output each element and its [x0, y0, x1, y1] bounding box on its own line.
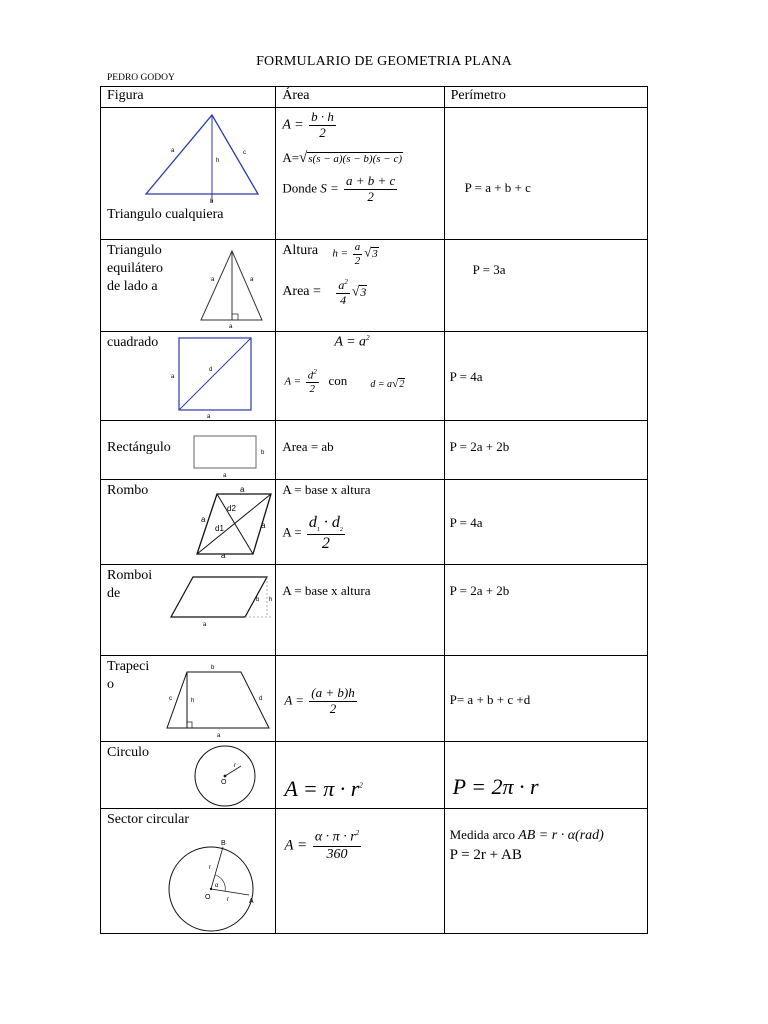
circular-sector-diagram — [161, 839, 257, 933]
diagram-label-c: c — [169, 696, 172, 702]
diagram-label-r-upper: r — [209, 865, 211, 871]
perimeter-formula: P = 4a — [449, 515, 483, 530]
perimeter-formula-sector: P = 2r + AB — [449, 847, 522, 863]
figure-name: Triangulo equilátero de lado a — [107, 243, 163, 294]
diagram-label-c: c — [243, 150, 246, 156]
perimeter-formula: P = 2a + 2b — [449, 583, 510, 598]
diagram-label-a-side: a — [171, 374, 175, 380]
table-row — [101, 742, 648, 809]
column-header-area: Área — [276, 87, 444, 108]
diagram-label-a-left: a — [211, 277, 215, 283]
table-header-row — [101, 87, 648, 108]
area-formula-equilateral: $\frac{a^2}{4}$ √3 — [338, 278, 367, 307]
figure-cell — [101, 656, 276, 742]
diagram-label-h: h — [216, 158, 220, 164]
perimeter-cell — [444, 421, 647, 480]
diagram-label-a-right: a — [250, 277, 254, 283]
area-cell — [276, 809, 444, 934]
figure-name: Rombo — [107, 483, 149, 498]
area-formula-heron: A=√s(s − a)(s − b)(s − c) — [282, 150, 403, 166]
diagram-label-d2: d2 — [227, 504, 236, 513]
diagram-label-a-bottom: a — [221, 551, 226, 560]
area-cell — [276, 656, 444, 742]
area-formula-circle: $A = \pi \cdot r^2$ — [284, 776, 363, 801]
diagram-label-h: h — [269, 597, 273, 603]
diagram-label-a: a — [171, 148, 175, 154]
perimeter-cell — [444, 656, 647, 742]
square-diagram — [169, 336, 257, 420]
diagram-label-a-right: a — [261, 521, 266, 530]
area-cell — [276, 480, 444, 565]
rectangle-diagram — [189, 433, 269, 479]
area-formula-base-height: A = $\frac{b \cdot h}{2}$ — [282, 109, 334, 140]
table-row — [101, 240, 648, 332]
perimeter-formula: P = 2a + 2b — [449, 439, 510, 454]
rhomboid-diagram — [167, 573, 277, 633]
trapezoid-diagram — [163, 662, 275, 740]
area-cell — [276, 332, 444, 421]
diagram-label-o: O — [221, 779, 227, 786]
figure-name: Trapecio — [107, 659, 150, 692]
figure-cell — [101, 421, 276, 480]
area-cell — [276, 565, 444, 656]
area-formula-sector: A = $\frac{\alpha \cdot \pi \cdot r^2}{360}$ — [284, 829, 360, 862]
diagram-label-r-lower: r — [227, 897, 229, 903]
area-formula: A = base x altura — [282, 583, 371, 598]
diagram-label-a: a — [203, 622, 207, 628]
area-formula-diagonal: A = $\frac{d^2}{2}$ con — [284, 368, 348, 396]
diagram-label-o: O — [205, 894, 211, 901]
diagram-label-b: b — [256, 597, 260, 603]
figure-name: Circulo — [107, 745, 149, 760]
figure-cell — [101, 480, 276, 565]
table-row — [101, 565, 648, 656]
diagram-label-a: A — [249, 898, 254, 905]
diagram-label-a: a — [217, 733, 221, 739]
perimeter-cell — [444, 742, 647, 809]
diagram-label-h: h — [191, 698, 195, 704]
perimeter-formula: P = 3a — [472, 262, 506, 277]
arc-length-formula: Medida arco AB = r · α(rad) — [449, 827, 604, 843]
figure-name: cuadrado — [107, 335, 159, 350]
diagram-label-a-top: a — [240, 486, 245, 494]
figure-cell — [101, 742, 276, 809]
diagram-label-a-left: a — [201, 515, 206, 524]
diagram-label-b: B — [221, 840, 226, 847]
table-row — [101, 480, 648, 565]
diagram-label-d: d — [259, 696, 263, 702]
area-formula: Area = ab — [282, 439, 334, 454]
equilateral-triangle-diagram — [196, 248, 266, 328]
diagram-label-b: b — [261, 450, 265, 456]
table-row — [101, 108, 648, 240]
table-row — [101, 809, 648, 934]
rhombus-diagram — [193, 486, 275, 560]
area-label: Area = — [282, 284, 321, 299]
diagram-label-a-base: a — [229, 324, 233, 328]
circle-diagram — [185, 744, 265, 808]
diagram-label-alpha: α — [215, 883, 219, 889]
diagonal-relation: d = a√2 — [370, 378, 405, 390]
diagram-label-a: a — [223, 473, 227, 479]
diagram-label-d1: d1 — [215, 524, 224, 533]
perimeter-cell — [444, 809, 647, 934]
column-header-perimetro: Perímetro — [444, 87, 647, 108]
figure-name: Rectángulo — [107, 440, 171, 455]
perimeter-cell — [444, 108, 647, 240]
figure-cell — [101, 565, 276, 656]
area-formula-diagonals: A = $\frac{d_1 \cdot d_2}{2}$ — [282, 514, 343, 553]
height-formula: h = $\frac{a}{2}$ √3 — [332, 241, 378, 267]
figure-name: Romboide — [107, 568, 153, 601]
area-cell — [276, 108, 444, 240]
height-label: Altura — [282, 243, 319, 258]
author-name: PEDRO GODOY — [107, 73, 175, 83]
diagram-label-d: d — [209, 367, 213, 373]
area-formula-square: $A = a^2$ — [334, 334, 370, 350]
perimeter-cell — [444, 480, 647, 565]
figure-name: Sector circular — [107, 812, 190, 827]
diagram-label-r: r — [234, 763, 236, 769]
perimeter-formula-circle: P = 2π · r — [452, 774, 539, 799]
figure-cell — [101, 809, 276, 934]
scalene-triangle-diagram — [141, 112, 261, 204]
figure-cell — [101, 108, 276, 240]
diagram-label-a-base: a — [207, 414, 211, 420]
diagram-label-b: b — [211, 665, 215, 671]
perimeter-formula: P = 4a — [449, 369, 483, 384]
perimeter-formula: P = a + b + c — [464, 180, 531, 195]
perimeter-cell — [444, 565, 647, 656]
figure-name: Triangulo cualquiera — [107, 207, 224, 222]
perimeter-formula: P= a + b + c +d — [449, 692, 531, 707]
figure-cell — [101, 240, 276, 332]
column-header-figura: Figura — [101, 87, 276, 108]
figure-cell — [101, 332, 276, 421]
area-formula-base-height: A = base x altura — [282, 482, 371, 497]
perimeter-cell — [444, 240, 647, 332]
area-cell — [276, 240, 444, 332]
page-title: FORMULARIO DE GEOMETRIA PLANA — [256, 54, 512, 69]
formula-table — [100, 86, 648, 934]
table-row — [101, 656, 648, 742]
area-cell — [276, 421, 444, 480]
area-cell — [276, 742, 444, 809]
table-row — [101, 421, 648, 480]
area-formula-trapezoid: A = $\frac{(a + b)h}{2}$ — [284, 685, 355, 716]
diagram-label-b: b — [210, 199, 214, 204]
semiperimeter-formula: Donde S = $\frac{a + b + c}{2}$ — [282, 173, 396, 204]
perimeter-cell — [444, 332, 647, 421]
table-row — [101, 332, 648, 421]
